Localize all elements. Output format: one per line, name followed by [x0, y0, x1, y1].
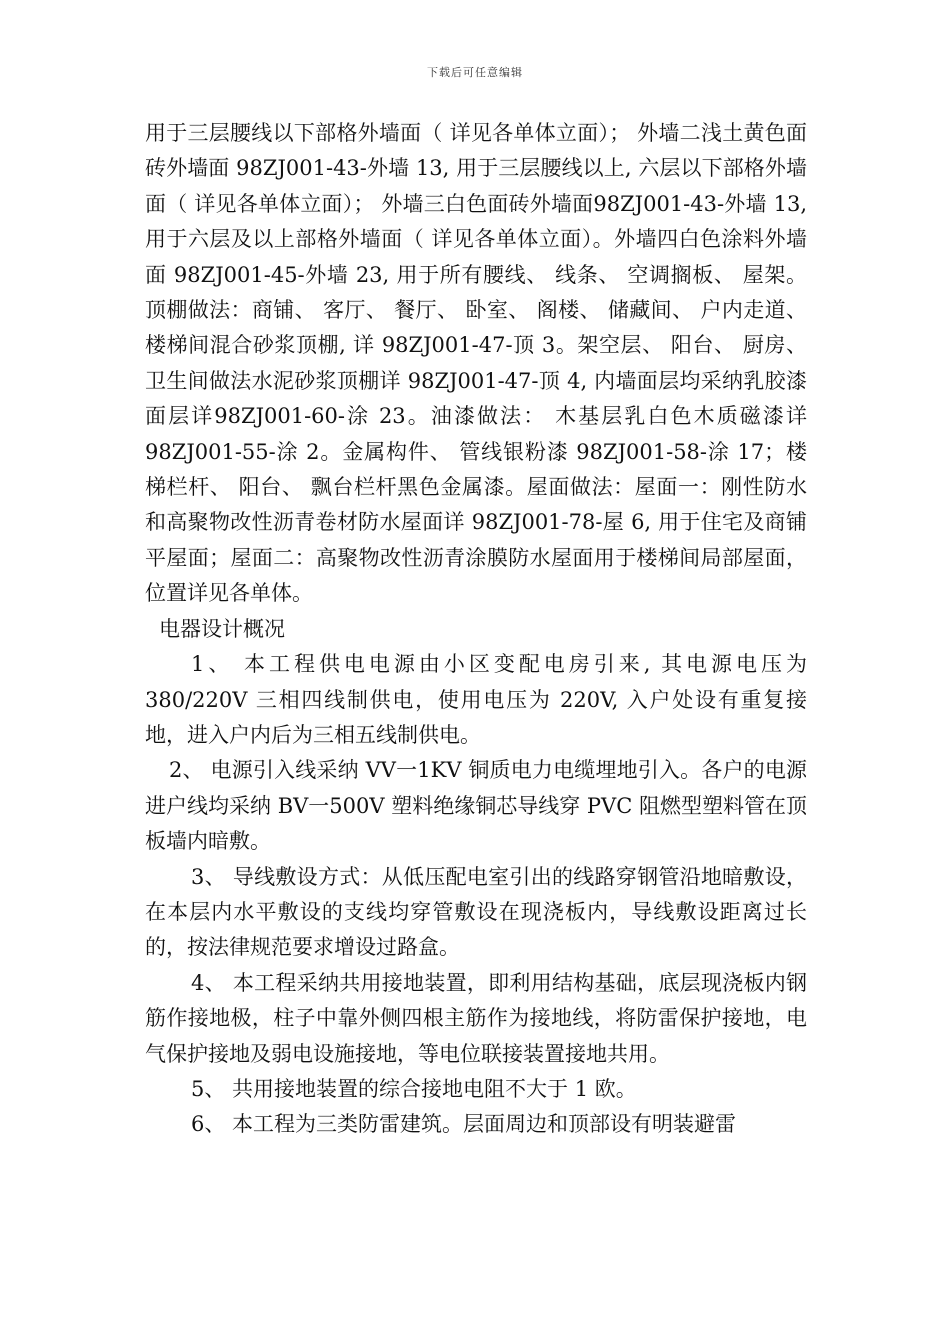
document-body	[145, 116, 807, 1143]
paragraph-finishes: 用于三层腰线以下部格外墙面（ 详见各单体立面）； 外墙二浅土黄色面砖外墙面 98ZJ001-43-外墙 13, 用于三层腰线以上, 六层以下部格外墙面（ 详见各单体立面）； 外墙三白色面砖外墙面98ZJ001-43-外墙 13, 用于六层及以上部格外墙面（ 详见各单体立面）。外墙四白色涂料外墙面 98ZJ001-45-外墙 23, 用于所有腰线、 线条、 空调搁板、 屋架。顶棚做法：商铺、 客厅、 餐厅、 卧室、 阁楼、 储藏间、 户内走道、 楼梯间混合砂浆顶棚, 详 98ZJ001-47-顶 3。架空层、 阳台、 厨房、 卫生间做法水泥砂浆顶棚详 98ZJ001-47-顶 4, 内墙面层均采纳乳胶漆面层详98ZJ001-60-涂 23。油漆做法： 木基层乳白色木质磁漆详98ZJ001-55-涂 2。金属构件、 管线银粉漆 98ZJ001-58-涂 17；楼梯栏杆、 阳台、 飘台栏杆黑色金属漆。屋面做法：屋面一：刚性防水和高聚物改性沥青卷材防水屋面详 98ZJ001-78-屋 6, 用于住宅及商铺平屋面；屋面二：高聚物改性沥青涂膜防水屋面用于楼梯间局部屋面，位置详见各单体。	[145, 121, 807, 606]
page-header: 下载后可任意编辑	[427, 66, 523, 79]
section-heading-electrical: 电器设计概况	[159, 616, 285, 641]
list-item-6: 6、 本工程为三类防雷建筑。层面周边和顶部设有明装避雷	[191, 1112, 737, 1137]
list-item-4: 4、 本工程采纳共用接地装置，即利用结构基础，底层现浇板内钢筋作接地极，柱子中靠外侧四根主筋作为接地线，将防雷保护接地，电气保护接地及弱电设施接地，等电位联接装置接地共用。	[145, 970, 807, 1066]
list-item-1: 1、 本工程供电电源由小区变配电房引来, 其电源电压为380/220V 三相四线制供电，使用电压为 220V, 入户处设有重复接地，进入户内后为三相五线制供电。	[145, 652, 807, 747]
list-item-5: 5、 共用接地装置的综合接地电阻不大于 1 欧。	[191, 1076, 637, 1101]
list-item-3: 3、 导线敷设方式：从低压配电室引出的线路穿钢管沿地暗敷设，在本层内水平敷设的支线均穿管敷设在现浇板内，导线敷设距离过长的，按法律规范要求增设过路盒。	[145, 864, 807, 960]
list-item-2: 2、 电源引入线采纳 VV一1KV 铜质电力电缆埋地引入。各户的电源进户线均采纳 BV一500V 塑料绝缘铜芯导线穿 PVC 阻燃型塑料管在顶板墙内暗敷。	[145, 758, 807, 854]
